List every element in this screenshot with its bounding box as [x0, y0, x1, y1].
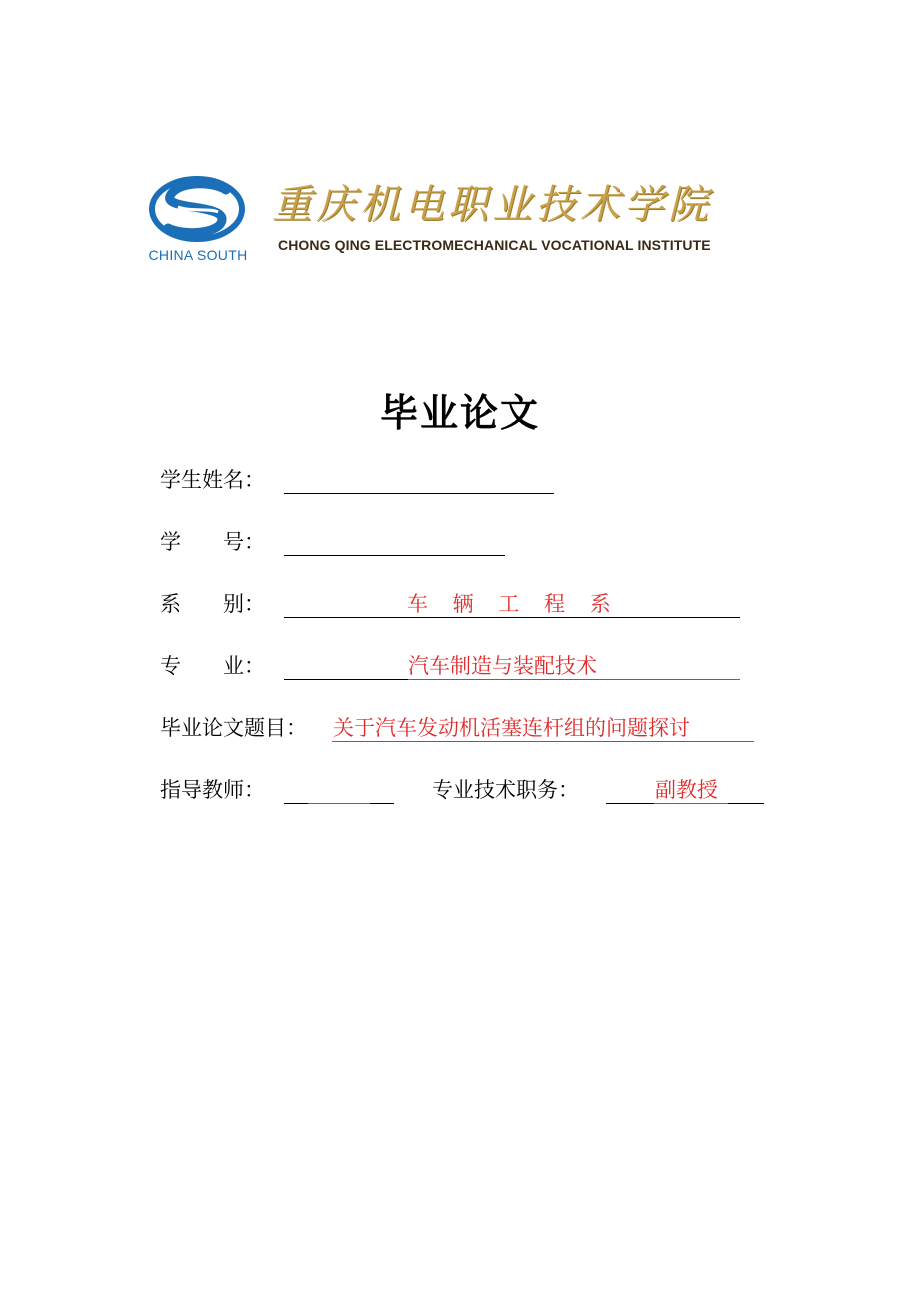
major-label: 专 业： — [160, 654, 265, 678]
advisor-label: 指导教师： — [160, 778, 265, 802]
student-id-field[interactable] — [284, 555, 505, 556]
institute-name-en: CHONG QING ELECTROMECHANICAL VOCATIONAL INSTITUTE — [278, 237, 711, 253]
student-name-field[interactable] — [284, 493, 554, 494]
advisor-title-field-right[interactable] — [728, 803, 764, 804]
student-name-row — [160, 464, 560, 496]
advisor-field[interactable] — [308, 803, 370, 804]
student-id-label: 学 号： — [160, 530, 265, 554]
major-field-left[interactable] — [284, 679, 408, 680]
advisor-title-value: 副教授 — [655, 778, 718, 802]
thesis-title-label: 毕业论文题目： — [160, 716, 307, 740]
student-name-label: 学生姓名： — [160, 468, 265, 492]
advisor-title-label: 专业技术职务： — [432, 778, 579, 802]
department-label: 系 别： — [160, 592, 265, 616]
major-value: 汽车制造与装配技术 — [408, 654, 597, 678]
advisor-field-right[interactable] — [370, 803, 394, 804]
institute-emblem-icon — [148, 176, 246, 242]
emblem-caption: CHINA SOUTH — [148, 247, 248, 263]
thesis-title-value: 关于汽车发动机活塞连杆组的问题探讨 — [333, 716, 690, 740]
student-id-row — [160, 526, 560, 558]
advisor-field-left[interactable] — [284, 803, 308, 804]
document-title: 毕业论文 — [379, 390, 540, 435]
department-row — [160, 588, 760, 620]
institute-name-cn: 重庆机电职业技术学院 — [272, 182, 712, 228]
department-value: 车 辆 工 程 系 — [407, 592, 620, 616]
institute-logo — [148, 176, 748, 268]
major-row — [160, 650, 760, 682]
thesis-title-row — [160, 712, 780, 744]
advisor-title-field-left[interactable] — [606, 803, 654, 804]
advisor-row — [160, 774, 780, 806]
